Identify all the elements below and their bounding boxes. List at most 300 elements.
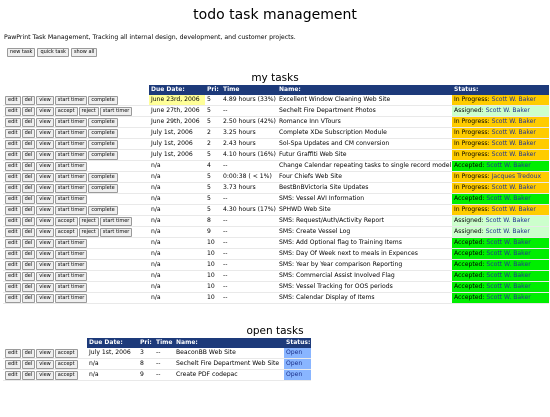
status-header: Status: (286, 339, 311, 346)
view-button[interactable]: view (36, 195, 54, 204)
status-label: Assigned: (454, 107, 484, 114)
priority-cell: 10 (205, 271, 221, 282)
edit-button[interactable]: edit (5, 217, 21, 226)
due-date-cell: n/a (87, 370, 138, 381)
time-cell: -- (221, 271, 277, 282)
priority-cell: 3 (138, 348, 154, 359)
task-name-cell: Romance Inn VTours (277, 117, 452, 128)
task-name-cell: SPHWD Web Site (277, 205, 452, 216)
my-tasks-title: my tasks (251, 72, 299, 84)
edit-button[interactable]: edit (5, 140, 21, 149)
view-button[interactable]: view (36, 349, 54, 358)
edit-button[interactable]: edit (5, 283, 21, 292)
view-button[interactable]: view (36, 261, 54, 270)
assignee-link[interactable]: Scott W. Baker (486, 283, 531, 290)
due-date-cell: n/a (149, 249, 205, 260)
due-date-cell: n/a (149, 271, 205, 282)
time-header: Time (221, 85, 277, 95)
start-timer-button[interactable]: start timer (55, 118, 88, 127)
reject-button[interactable]: reject (79, 107, 99, 116)
start-timer-button[interactable]: start timer (55, 140, 88, 149)
del-button[interactable]: del (22, 239, 36, 248)
table-row (3, 106, 549, 117)
time-cell: 4.30 hours (17%) (221, 205, 277, 216)
priority-cell: 10 (205, 249, 221, 260)
del-button[interactable]: del (22, 162, 36, 171)
table-row (3, 216, 549, 227)
assignee-link[interactable]: Scott W. Baker (486, 261, 531, 268)
time-cell: 2.43 hours (221, 139, 277, 150)
status-cell (452, 161, 549, 172)
status-cell (452, 95, 549, 106)
row-actions (3, 172, 149, 183)
priority-cell: 10 (205, 238, 221, 249)
del-button[interactable]: del (22, 151, 36, 160)
time-cell: -- (221, 260, 277, 271)
task-name-cell: SMS: Year by Year comparison Reporting (277, 260, 452, 271)
status-label: Assigned: (454, 228, 484, 235)
accept-button[interactable]: accept (55, 107, 78, 116)
assignee-link[interactable]: Scott W. Baker (485, 228, 530, 235)
name-header: Name: (174, 338, 284, 348)
due-date-cell: n/a (149, 227, 205, 238)
row-actions (3, 183, 149, 194)
row-actions (3, 205, 149, 216)
table-row (3, 139, 549, 150)
assignee-link[interactable]: Scott W. Baker (486, 272, 531, 279)
assignee-link[interactable]: Scott W. Baker (485, 217, 530, 224)
row-actions (3, 117, 149, 128)
status-cell (452, 106, 549, 117)
task-name-cell: Complete XDe Subscription Module (277, 128, 452, 139)
time-cell: -- (154, 348, 174, 359)
view-button[interactable]: view (36, 206, 54, 215)
status-cell: Open (284, 359, 311, 370)
priority-cell: 2 (205, 128, 221, 139)
priority-cell: 8 (205, 216, 221, 227)
priority-cell: 5 (205, 172, 221, 183)
del-button[interactable]: del (22, 228, 36, 237)
del-button[interactable]: del (22, 206, 36, 215)
del-button[interactable]: del (22, 217, 36, 226)
row-actions (3, 216, 149, 227)
status-cell (452, 227, 549, 238)
assignee-link[interactable]: Scott W. Baker (491, 151, 536, 158)
del-button[interactable]: del (22, 283, 36, 292)
status-cell (452, 139, 549, 150)
table-row (3, 249, 549, 260)
edit-button[interactable]: edit (5, 129, 21, 138)
row-actions (3, 249, 149, 260)
del-button[interactable]: del (22, 250, 36, 259)
view-button[interactable]: view (36, 162, 54, 171)
due-date-cell: n/a (149, 194, 205, 205)
view-button[interactable]: view (36, 250, 54, 259)
assignee-link[interactable]: Scott W. Baker (491, 184, 536, 191)
accept-button[interactable]: accept (55, 349, 78, 358)
edit-button[interactable]: edit (5, 239, 21, 248)
edit-button[interactable]: edit (5, 360, 21, 369)
task-name-cell: Sechelt Fire Department Web Site (174, 359, 284, 370)
table-row (3, 282, 549, 293)
status-label: In Progress: (454, 140, 490, 147)
view-button[interactable]: view (36, 129, 54, 138)
due-date-cell: n/a (149, 293, 205, 304)
del-button[interactable]: del (22, 195, 36, 204)
table-row (3, 359, 311, 370)
page-title: todo task management (193, 7, 357, 23)
edit-button[interactable]: edit (5, 96, 21, 105)
row-actions (3, 370, 87, 381)
edit-button[interactable]: edit (5, 162, 21, 171)
row-actions (3, 95, 149, 106)
edit-button[interactable]: edit (5, 250, 21, 259)
view-button[interactable]: view (36, 118, 54, 127)
start-timer-button[interactable]: start timer (55, 272, 88, 281)
assignee-link[interactable]: Scott W. Baker (486, 162, 531, 169)
task-name-cell: BestBnBVictoria Site Updates (277, 183, 452, 194)
status-cell (452, 205, 549, 216)
row-actions (3, 227, 149, 238)
time-cell: 4.10 hours (16%) (221, 150, 277, 161)
del-button[interactable]: del (22, 173, 36, 182)
edit-button[interactable]: edit (5, 151, 21, 160)
time-cell: -- (221, 282, 277, 293)
status-cell (452, 282, 549, 293)
assignee-link[interactable]: Scott W. Baker (486, 250, 531, 257)
start-timer-button[interactable]: start timer (55, 151, 88, 160)
assignee-link[interactable]: Scott W. Baker (485, 107, 530, 114)
top-toolbar (7, 48, 550, 58)
time-cell: -- (221, 216, 277, 227)
time-cell: 3.73 hours (221, 183, 277, 194)
start-timer-button[interactable]: start timer (100, 107, 133, 116)
complete-button[interactable]: complete (88, 140, 117, 149)
status-label: Accepted: (454, 239, 485, 246)
status-label: Accepted: (454, 250, 485, 257)
row-actions (3, 293, 149, 304)
due-date-header: Due Date: (87, 338, 138, 348)
status-cell (452, 249, 549, 260)
priority-cell: 10 (205, 282, 221, 293)
edit-button[interactable]: edit (5, 371, 21, 380)
complete-button[interactable]: complete (88, 206, 117, 215)
del-button[interactable]: del (22, 371, 36, 380)
start-timer-button[interactable]: start timer (100, 217, 133, 226)
del-button[interactable]: del (22, 129, 36, 138)
priority-cell: 5 (205, 106, 221, 117)
edit-button[interactable]: edit (5, 184, 21, 193)
start-timer-button[interactable]: start timer (55, 195, 88, 204)
task-name-cell: Excellent Window Cleaning Web Site (277, 95, 452, 106)
complete-button[interactable]: complete (88, 129, 117, 138)
start-timer-button[interactable]: start timer (55, 184, 88, 193)
status-cell (452, 117, 549, 128)
page-description: PawPrint Task Management, Tracking all internal design, development, and customer projects. (4, 34, 296, 41)
view-button[interactable]: view (36, 283, 54, 292)
view-button[interactable]: view (36, 140, 54, 149)
task-name-cell: SMS: Create Vessel Log (277, 227, 452, 238)
del-button[interactable]: del (22, 140, 36, 149)
assignee-link[interactable]: Jacques Tredoux (491, 173, 542, 180)
view-button[interactable]: view (36, 371, 54, 380)
status-label: In Progress: (454, 129, 490, 136)
priority-cell: 10 (205, 260, 221, 271)
status-label: Accepted: (454, 283, 485, 290)
complete-button[interactable]: complete (88, 96, 117, 105)
task-name-cell: Four Chiefs Web Site (277, 172, 452, 183)
new-task-button[interactable]: new task (7, 48, 35, 57)
time-cell: -- (221, 161, 277, 172)
actions-header (3, 338, 87, 348)
assignee-link[interactable]: Scott W. Baker (491, 140, 536, 147)
time-cell: -- (221, 293, 277, 304)
status-cell (452, 216, 549, 227)
priority-cell: 5 (205, 205, 221, 216)
del-button[interactable]: del (22, 360, 36, 369)
due-date-cell: n/a (149, 205, 205, 216)
status-label: In Progress: (454, 206, 490, 213)
quick-task-button[interactable]: quick task (37, 48, 69, 57)
row-actions (3, 128, 149, 139)
due-date-cell: n/a (149, 183, 205, 194)
priority-cell: 9 (205, 227, 221, 238)
view-button[interactable]: view (36, 96, 54, 105)
start-timer-button[interactable]: start timer (55, 250, 88, 259)
due-date-cell: June 23rd, 2006 (149, 95, 205, 106)
table-header-row (3, 338, 311, 348)
task-name-cell: Change Calendar repeating tasks to single record model (277, 161, 452, 172)
status-cell (452, 271, 549, 282)
task-name-cell: SMS: Commercial Assist Involved Flag (277, 271, 452, 282)
start-timer-button[interactable]: start timer (55, 239, 88, 248)
edit-button[interactable]: edit (5, 107, 21, 116)
status-label: Accepted: (454, 195, 485, 202)
edit-button[interactable]: edit (5, 294, 21, 303)
open-tasks-body (3, 348, 311, 381)
priority-cell: 9 (138, 370, 154, 381)
del-button[interactable]: del (22, 272, 36, 281)
row-actions (3, 282, 149, 293)
due-date-header: Due Date: (149, 85, 205, 95)
status-cell (452, 128, 549, 139)
view-button[interactable]: view (36, 184, 54, 193)
table-row (3, 293, 549, 304)
time-cell: -- (221, 249, 277, 260)
table-row (3, 172, 549, 183)
row-actions (3, 260, 149, 271)
row-actions (3, 139, 149, 150)
start-timer-button[interactable]: start timer (55, 129, 88, 138)
assignee-link[interactable]: Scott W. Baker (486, 239, 531, 246)
table-row (3, 183, 549, 194)
edit-button[interactable]: edit (5, 261, 21, 270)
table-row (3, 150, 549, 161)
status-cell (452, 194, 549, 205)
task-name-cell: SMS: Calendar Display of Items (277, 293, 452, 304)
task-name-cell: Sol-Spa Updates and CM conversion (277, 139, 452, 150)
accept-button[interactable]: accept (55, 371, 78, 380)
due-date-cell: June 27th, 2006 (149, 106, 205, 117)
table-row (3, 238, 549, 249)
time-cell: -- (154, 370, 174, 381)
status-label: In Progress: (454, 118, 490, 125)
due-date-cell: n/a (149, 172, 205, 183)
time-cell: 4.89 hours (33%) (221, 95, 277, 106)
priority-header: Pri: (138, 338, 154, 348)
row-actions (3, 194, 149, 205)
edit-button[interactable]: edit (5, 206, 21, 215)
time-cell: -- (221, 106, 277, 117)
del-button[interactable]: del (22, 107, 36, 116)
start-timer-button[interactable]: start timer (55, 283, 88, 292)
time-cell: -- (221, 238, 277, 249)
table-row (3, 95, 549, 106)
priority-cell: 4 (205, 161, 221, 172)
due-date-cell: July 1st, 2006 (149, 139, 205, 150)
due-date-cell: n/a (149, 260, 205, 271)
edit-button[interactable]: edit (5, 349, 21, 358)
start-timer-button[interactable]: start timer (55, 206, 88, 215)
complete-button[interactable]: complete (88, 173, 117, 182)
priority-cell: 5 (205, 194, 221, 205)
del-button[interactable]: del (22, 349, 36, 358)
row-actions (3, 161, 149, 172)
del-button[interactable]: del (22, 184, 36, 193)
due-date-cell: n/a (149, 161, 205, 172)
status-label: Accepted: (454, 294, 485, 301)
table-row (3, 271, 549, 282)
table-row (3, 161, 549, 172)
status-label: In Progress: (454, 173, 490, 180)
status-label: In Progress: (454, 184, 490, 191)
actions-header (3, 85, 149, 95)
view-button[interactable]: view (36, 239, 54, 248)
due-date-cell: July 1st, 2006 (149, 150, 205, 161)
view-button[interactable]: view (36, 173, 54, 182)
del-button[interactable]: del (22, 96, 36, 105)
view-button[interactable]: view (36, 294, 54, 303)
due-date-cell: July 1st, 2006 (87, 348, 138, 359)
open-tasks-title: open tasks (246, 325, 304, 337)
status-cell (452, 172, 549, 183)
start-timer-button[interactable]: start timer (100, 228, 133, 237)
priority-cell: 8 (138, 359, 154, 370)
start-timer-button[interactable]: start timer (55, 261, 88, 270)
task-name-cell: SMS: Vessel Tracking for OOS periods (277, 282, 452, 293)
view-button[interactable]: view (36, 151, 54, 160)
table-header-row (3, 85, 549, 95)
status-cell (452, 293, 549, 304)
del-button[interactable]: del (22, 294, 36, 303)
task-name-cell: SMS: Day Of Week next to meals in Expences (277, 249, 452, 260)
status-label: Accepted: (454, 261, 485, 268)
assignee-link[interactable]: Scott W. Baker (491, 118, 536, 125)
status-cell: Open (284, 348, 311, 359)
due-date-cell: n/a (149, 282, 205, 293)
accept-button[interactable]: accept (55, 228, 78, 237)
status-header: Status: (452, 85, 549, 95)
due-date-cell: n/a (149, 216, 205, 227)
status-label: Accepted: (454, 162, 485, 169)
edit-button[interactable]: edit (5, 118, 21, 127)
table-row (3, 260, 549, 271)
time-cell: -- (221, 194, 277, 205)
assignee-link[interactable]: Scott W. Baker (491, 96, 536, 103)
status-cell (452, 183, 549, 194)
table-row (3, 194, 549, 205)
time-cell: 3.25 hours (221, 128, 277, 139)
edit-button[interactable]: edit (5, 272, 21, 281)
edit-button[interactable]: edit (5, 228, 21, 237)
due-date-cell: June 29th, 2006 (149, 117, 205, 128)
table-row (3, 205, 549, 216)
edit-button[interactable]: edit (5, 173, 21, 182)
due-date-cell: July 1st, 2006 (149, 128, 205, 139)
view-button[interactable]: view (36, 107, 54, 116)
assignee-link[interactable]: Scott W. Baker (486, 195, 531, 202)
table-row (3, 128, 549, 139)
time-header: Time (156, 339, 173, 346)
status-label: Accepted: (454, 272, 485, 279)
del-button[interactable]: del (22, 118, 36, 127)
time-cell: -- (221, 227, 277, 238)
start-timer-button[interactable]: start timer (55, 162, 88, 171)
name-header: Name: (277, 85, 452, 95)
table-row (3, 227, 549, 238)
task-name-cell: Create PDF codepac (174, 370, 284, 381)
assignee-link[interactable]: Scott W. Baker (486, 294, 531, 301)
priority-cell: 5 (205, 95, 221, 106)
view-button[interactable]: view (36, 217, 54, 226)
task-name-cell: SMS: Request/Auth/Activity Report (277, 216, 452, 227)
start-timer-button[interactable]: start timer (55, 294, 88, 303)
row-actions (3, 238, 149, 249)
status-cell: Open (284, 370, 311, 381)
row-actions (3, 359, 87, 370)
priority-cell: 2 (205, 139, 221, 150)
status-cell (452, 260, 549, 271)
view-button[interactable]: view (36, 272, 54, 281)
del-button[interactable]: del (22, 261, 36, 270)
start-timer-button[interactable]: start timer (55, 173, 88, 182)
task-name-cell: SMS: Add Optional flag to Training Items (277, 238, 452, 249)
complete-button[interactable]: complete (88, 118, 117, 127)
complete-button[interactable]: complete (88, 151, 117, 160)
accept-button[interactable]: accept (55, 217, 78, 226)
start-timer-button[interactable]: start timer (55, 96, 88, 105)
show-all-button[interactable]: show all (71, 48, 97, 57)
status-cell (452, 238, 549, 249)
reject-button[interactable]: reject (79, 228, 99, 237)
reject-button[interactable]: reject (79, 217, 99, 226)
due-date-cell: n/a (87, 359, 138, 370)
row-actions (3, 271, 149, 282)
complete-button[interactable]: complete (88, 184, 117, 193)
my-tasks-body (3, 95, 549, 304)
task-name-cell: BeaconBB Web Site (174, 348, 284, 359)
assignee-link[interactable]: Scott W. Baker (491, 129, 536, 136)
edit-button[interactable]: edit (5, 195, 21, 204)
view-button[interactable]: view (36, 360, 54, 369)
status-label: In Progress: (454, 96, 490, 103)
view-button[interactable]: view (36, 228, 54, 237)
task-name-cell: SMS: Vessel AVI Information (277, 194, 452, 205)
assignee-link[interactable]: Scott W. Baker (491, 206, 536, 213)
task-name-cell: Sechelt Fire Department Photos (277, 106, 452, 117)
row-actions (3, 150, 149, 161)
accept-button[interactable]: accept (55, 360, 78, 369)
